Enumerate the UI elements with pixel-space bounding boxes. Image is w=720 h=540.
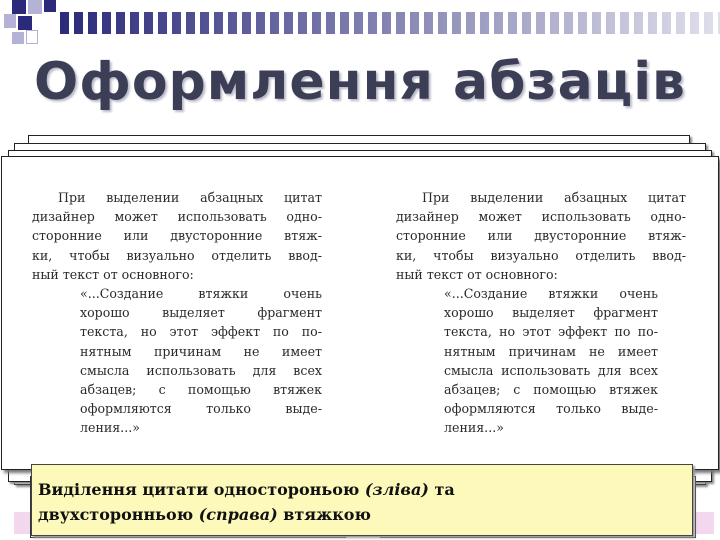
caption-emphasis-left: (зліва) [364,480,429,499]
decor-square-5 [18,16,32,30]
caption-emphasis-right: (справа) [198,505,278,524]
decor-square-3 [44,0,56,12]
quote-line: хорошо выделяет фрагмент [444,305,658,321]
quote-line: хорошо выделяет фрагмент [80,305,322,321]
quote-line: текста, но этот эффект по по- [444,324,658,340]
quote-line: абзацев; с помощью втяжек [80,382,322,398]
caption-text: втяжкою [277,505,371,524]
text-line: ки, чтобы визуально отделить ввод- [396,247,686,263]
decor-square-7 [26,30,38,44]
text-line: При выделении абзацных цитат [422,190,686,205]
quote-line: «...Создание втяжки очень [80,286,322,302]
quote-left-one-sided [80,284,322,438]
quote-line: абзацев; с помощью втяжек [444,382,658,398]
caption-text: та [428,480,455,499]
example-right [396,188,686,438]
text-line: сторонние или двусторонние втяж- [396,228,686,244]
decor-striped-bar [60,12,720,34]
text-line: ный текст от основного: [396,266,558,282]
text-line: ки, чтобы визуально отделить ввод- [32,247,322,263]
slide-title: Оформлення абзаців [34,52,686,112]
quote-line: нятным причинам не имеет [80,343,322,359]
text-line: ный текст от основного: [32,266,194,282]
quote-line: ления...» [80,420,140,436]
text-line: сторонние или двусторонние втяж- [32,228,322,244]
quote-line: смысла использовать для всех [80,362,322,378]
quote-line: текста, но этот эффект по по- [80,324,322,340]
caption-text: Виділення цитати одностороньою [38,480,365,499]
quote-line: ления...» [444,420,504,436]
quote-right-two-sided [444,284,658,438]
caption-box [31,464,693,536]
quote-line: оформляются только выде- [80,401,322,417]
intro-paragraph-right [396,188,686,284]
quote-line: оформляются только выде- [444,401,658,417]
decor-square-6 [12,32,24,44]
quote-line: смысла использовать для всех [444,362,658,378]
text-line: дизайнер может использовать одно- [396,209,686,225]
decor-square-2 [28,0,42,14]
example-left [32,188,322,438]
caption-text: двухсторонньою [38,505,199,524]
decor-square-4 [4,14,16,28]
text-line: дизайнер может использовать одно- [32,209,322,225]
quote-line: «...Создание втяжки очень [444,286,658,302]
text-line: При выделении абзацных цитат [58,190,322,205]
intro-paragraph-left [32,188,322,284]
quote-line: нятным причинам не имеет [444,343,658,359]
decor-square-1 [12,0,26,14]
